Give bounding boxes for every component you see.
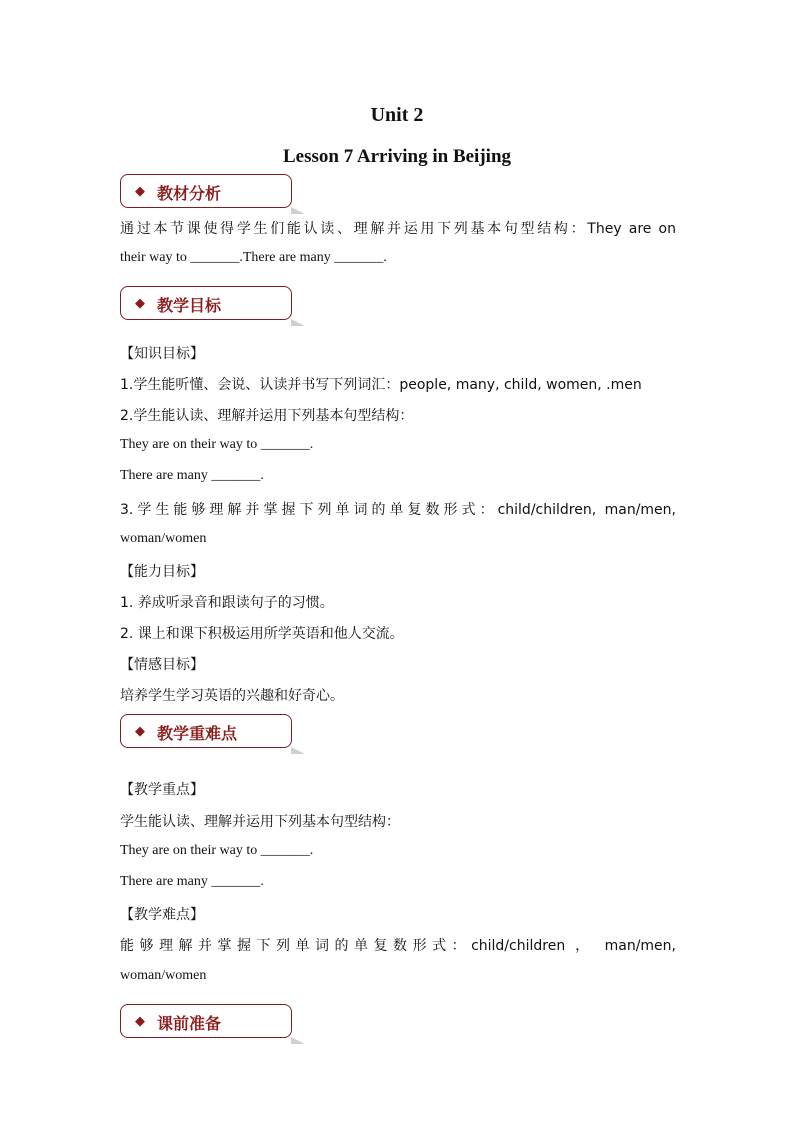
- section-label: 教学重难点: [157, 724, 238, 743]
- knowledge-item-3: 3.学生能够理解并掌握下列单词的单复数形式：child/children, man/men,: [120, 502, 676, 518]
- box-shadow: [291, 319, 305, 326]
- section-header-goals: [120, 286, 292, 320]
- difficulty-item-1: 能够理解并掌握下列单词的单复数形式：child/children ， man/men,: [120, 938, 676, 954]
- key-heading: 【教学重点】: [120, 782, 204, 798]
- diamond-icon: ◆: [135, 1014, 145, 1029]
- difficulty-item-1-cont: woman/women: [120, 968, 207, 983]
- knowledge-sentence-1: They are on their way to _______.: [120, 437, 314, 452]
- box-shadow: [291, 1037, 305, 1044]
- section-header-keypoints: [120, 714, 292, 748]
- diamond-icon: ◆: [135, 296, 145, 311]
- knowledge-sentence-2: There are many _______.: [120, 468, 264, 483]
- section-label: 课前准备: [157, 1014, 222, 1033]
- analysis-line-2: their way to _______.There are many _______.: [120, 250, 387, 265]
- ability-item-1: 1. 养成听录音和跟读句子的习惯。: [120, 595, 334, 611]
- emotion-heading: 【情感目标】: [120, 657, 204, 673]
- section-header-analysis: [120, 174, 292, 208]
- diamond-icon: ◆: [135, 724, 145, 739]
- knowledge-item-2: 2.学生能认读、理解并运用下列基本句型结构：: [120, 408, 414, 424]
- key-sentence-2: There are many _______.: [120, 874, 264, 889]
- lesson-title: Lesson 7 Arriving in Beijing: [282, 146, 512, 167]
- ability-item-2: 2. 课上和课下积极运用所学英语和他人交流。: [120, 626, 404, 642]
- key-item-1: 学生能认读、理解并运用下列基本句型结构：: [120, 814, 400, 830]
- diamond-icon: ◆: [135, 184, 145, 199]
- unit-title: Unit 2: [370, 104, 424, 126]
- key-sentence-1: They are on their way to _______.: [120, 843, 314, 858]
- knowledge-item-3-cont: woman/women: [120, 531, 207, 546]
- emotion-item-1: 培养学生学习英语的兴趣和好奇心。: [120, 688, 344, 704]
- analysis-line-1: 通过本节课使得学生们能认读、理解并运用下列基本句型结构：They are on: [120, 221, 676, 237]
- box-shadow: [291, 207, 305, 214]
- knowledge-item-1: 1.学生能听懂、会说、认读并书写下列词汇：people, many, child, women, .men: [120, 377, 642, 393]
- difficulty-heading: 【教学难点】: [120, 907, 204, 923]
- knowledge-heading: 【知识目标】: [120, 346, 204, 362]
- box-shadow: [291, 747, 305, 754]
- section-header-preparation: [120, 1004, 292, 1038]
- section-label: 教学目标: [157, 296, 222, 315]
- ability-heading: 【能力目标】: [120, 564, 204, 580]
- section-label: 教材分析: [157, 184, 222, 203]
